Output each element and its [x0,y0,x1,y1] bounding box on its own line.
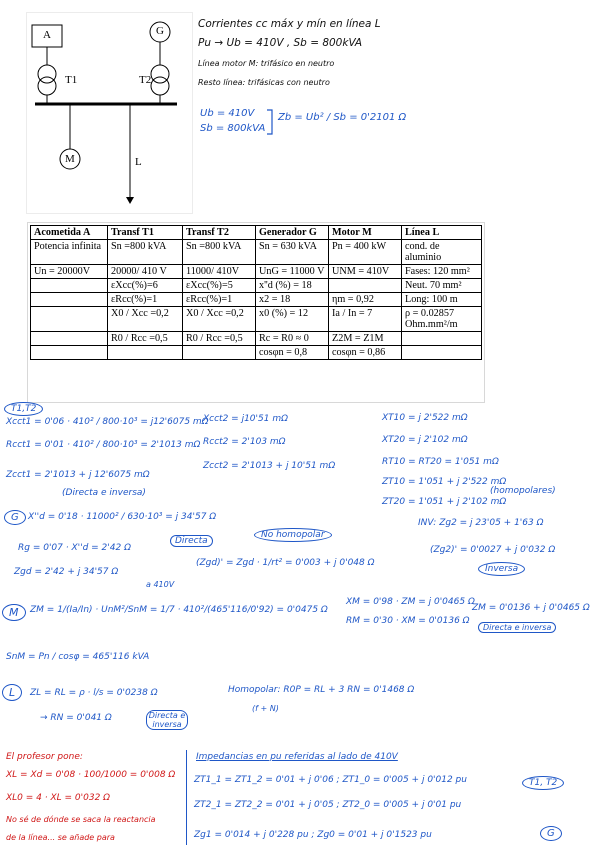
table-cell: εRcc(%)=1 [183,293,256,307]
calc-zgd: Zgd = 2'42 + j 34'57 Ω [14,567,119,577]
arrow-head-icon [126,197,134,204]
table-row [31,293,482,307]
table-cell: R0 / Rcc =0,5 [108,332,183,346]
table-cell [329,279,402,293]
calc-zcct1: Zcct1 = 2'1013 + j 12'6075 mΩ [6,470,150,480]
table-cell: 20000/ 410 V [108,265,183,279]
diagram-svg [27,13,192,213]
calc-inv: INV: Zg2 = j 23'05 + 1'63 Ω [418,518,544,528]
section-label-t: T1,T2 [4,402,43,416]
parameter-table [30,225,482,360]
table-cell: cosφn = 0,8 [256,346,329,360]
calc-zt20: ZT20 = 1'051 + j 2'102 mΩ [382,497,507,507]
tag-t1-t2: T1, T2 [522,776,564,790]
table-cell [183,346,256,360]
bracket-icon [265,108,275,136]
table-cell: εXcc(%)=5 [183,279,256,293]
calc-rg: Rg = 0'07 · X''d = 2'42 Ω [18,543,131,553]
tag-directa-inversa: Directa e inversa [478,622,556,633]
label-a: A [43,29,51,41]
table-header: Motor M [329,226,402,240]
table-row [31,279,482,293]
table-cell [402,346,482,360]
table-cell [31,346,108,360]
table-cell: X0 / Xcc =0,2 [108,307,183,332]
notes-line: Resto línea: trifásicas con neutro [198,78,330,87]
tag-directa: Directa [170,535,213,547]
base-sb: Sb = 800kVA [200,123,266,134]
note-xl: XL = Xd = 0'08 · 100/1000 = 0'008 Ω [6,770,176,780]
calc-xt20: XT20 = j 2'102 mΩ [382,435,468,445]
calc-xd: X''d = 0'18 · 11000² / 630·10³ = j 34'57 Ω [28,512,217,522]
table-cell: ρ = 0.02857 Ohm.mm²/m [402,307,482,332]
table-cell: εRcc(%)=1 [108,293,183,307]
pu-heading: Impedancias en pu referidas al lado de 410V [196,752,398,762]
table-cell [31,332,108,346]
calc-zcct2: Zcct2 = 2'1013 + j 10'51 mΩ [203,461,336,471]
table-header: Transf T1 [108,226,183,240]
table-cell: cosφn = 0,86 [329,346,402,360]
base-zb: Zb = Ub² / Sb = 0'2101 Ω [278,112,407,123]
t1-winding-upper [38,65,56,83]
table-cell [31,293,108,307]
table-cell: Un = 20000V [31,265,108,279]
tag-directa-e-inversa: Directa e inversa [146,710,188,730]
table-cell: εXcc(%)=6 [108,279,183,293]
calc-zl: ZL = RL = ρ · l/s = 0'0238 Ω [30,688,158,698]
vertical-divider [186,750,187,845]
label-m: M [65,153,75,165]
note-nose2: de la línea... se añade para [6,833,115,842]
calc-rt10: RT10 = RT20 = 1'051 mΩ [382,457,499,467]
table-cell: R0 / Rcc =0,5 [183,332,256,346]
table-row [31,346,482,360]
table-cell: Long: 100 m [402,293,482,307]
table-cell: 11000/ 410V [183,265,256,279]
note-a410: a 410V [146,580,175,589]
calc-rn: → RN = 0'041 Ω [40,713,112,723]
table-header: Transf T2 [183,226,256,240]
section-label-l: L [2,684,22,701]
table-cell: UnG = 11000 V [256,265,329,279]
table-cell: UNM = 410V [329,265,402,279]
note-directa-inversa: (Directa e inversa) [62,488,146,498]
table-header: Acometida A [31,226,108,240]
label-l: L [135,156,142,168]
calc-zg2: (Zg2)' = 0'0027 + j 0'032 Ω [430,545,556,555]
table-cell: Neut. 70 mm² [402,279,482,293]
note-homopolares: (homopolares) [490,486,556,496]
table-header: Generador G [256,226,329,240]
pu-zt2: ZT2_1 = ZT2_2 = 0'01 + j 0'05 ; ZT2_0 = 0'005 + j 0'01 pu [194,800,462,810]
label-t2: T2 [139,74,152,86]
section-label-g: G [4,510,26,525]
table-cell: Sn =800 kVA [108,240,183,265]
table-cell: x''d (%) = 18 [256,279,329,293]
table-header: Línea L [402,226,482,240]
calc-rcct2: Rcct2 = 2'103 mΩ [203,437,286,447]
label-g: G [156,25,164,37]
table-cell: x2 = 18 [256,293,329,307]
tag-no-homopolar: No homopolar [254,528,332,542]
table-cell: cond. de aluminio [402,240,482,265]
calc-zgd-ref: (Zgd)' = Zgd · 1/rt² = 0'003 + j 0'048 Ω [196,558,375,568]
table-cell: Rc = R0 ≈ 0 [256,332,329,346]
note-xl0: XL0 = 4 · XL = 0'032 Ω [6,793,111,803]
calc-zt10: ZT10 = 1'051 + j 2'522 mΩ [382,477,507,487]
table-cell: Pn = 400 kW [329,240,402,265]
calc-xm: XM = 0'98 · ZM = j 0'0465 Ω [346,597,475,607]
table-row [31,240,482,265]
note-nose: No sé de dónde se saca la reactancia [6,815,156,824]
table-header-row [31,226,482,240]
t2-winding-lower [151,77,169,95]
calc-rcct1: Rcct1 = 0'01 · 410² / 800·10³ = 2'1013 mΩ [6,440,201,450]
table-cell: x0 (%) = 12 [256,307,329,332]
table-row [31,332,482,346]
table-cell [31,307,108,332]
pu-zg: Zg1 = 0'014 + j 0'228 pu ; Zg0 = 0'01 + j 0'1523 pu [194,830,432,840]
calc-rm: RM = 0'30 · XM = 0'0136 Ω [346,616,470,626]
table-cell [108,346,183,360]
label-t1: T1 [65,74,78,86]
tag-g: G [540,826,562,841]
single-line-diagram [27,13,192,213]
calc-snm: SnM = Pn / cosφ = 465'116 kVA [6,652,150,662]
tag-inversa: Inversa [478,562,525,576]
table-cell [31,279,108,293]
table-cell: Sn =800 kVA [183,240,256,265]
t2-winding-upper [151,65,169,83]
calc-zm-result: ZM = 0'0136 + j 0'0465 Ω [472,603,590,613]
note-profesor: El profesor pone: [6,752,83,762]
note-fase-neutro: (f + N) [252,704,279,713]
table-cell: Fases: 120 mm² [402,265,482,279]
table-cell: Potencia infinita [31,240,108,265]
section-label-m: M [2,604,26,621]
calc-xcct1: Xcct1 = 0'06 · 410² / 800·10³ = j12'6075 mΩ [6,417,209,427]
calc-xcct2: Xcct2 = j10'51 mΩ [203,414,288,424]
table-cell: Z2M = Z1M [329,332,402,346]
pu-zt1: ZT1_1 = ZT1_2 = 0'01 + j 0'06 ; ZT1_0 = 0'005 + j 0'012 pu [194,775,467,785]
table-cell: X0 / Xcc =0,2 [183,307,256,332]
table-row [31,265,482,279]
t1-winding-lower [38,77,56,95]
table-cell: Sn = 630 kVA [256,240,329,265]
table-cell: ηm = 0,92 [329,293,402,307]
calc-xt10: XT10 = j 2'522 mΩ [382,413,468,423]
notes-pu: Pu → Ub = 410V , Sb = 800kVA [198,37,363,49]
calc-homopolar: Homopolar: R0P = RL + 3 RN = 0'1468 Ω [228,685,415,695]
table-row [31,307,482,332]
table-cell [402,332,482,346]
calc-zm: ZM = 1/(Ia/In) · UnM²/SnM = 1/7 · 410²/(465'116/0'92) = 0'0475 Ω [30,605,328,615]
table-cell: Ia / In = 7 [329,307,402,332]
notes-title: Corrientes cc máx y mín en línea L [198,18,381,30]
base-ub: Ub = 410V [200,108,255,119]
notes-motor: Línea motor M: trifásico en neutro [198,59,335,68]
